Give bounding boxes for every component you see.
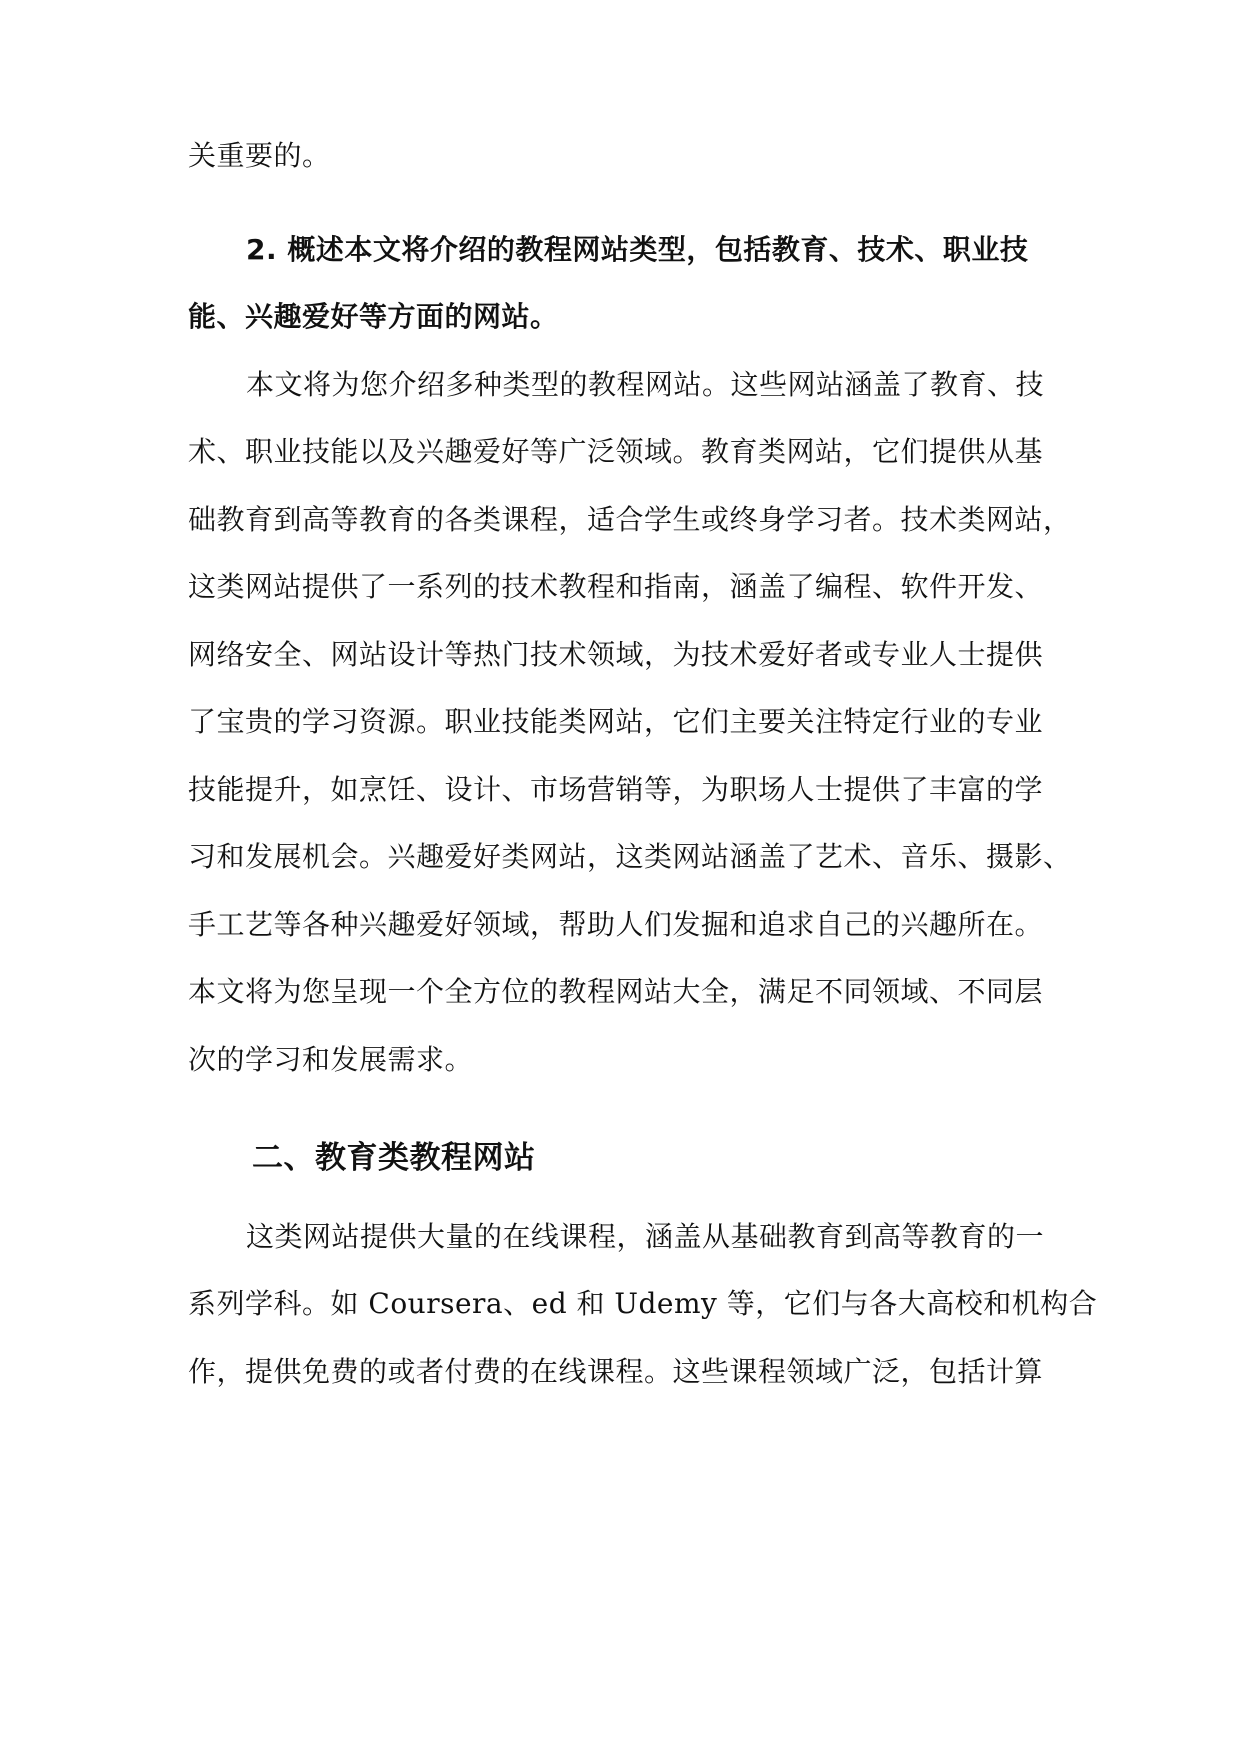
paragraph-1-line-5: 网络安全、网站设计等热门技术领域，为技术爱好者或专业人士提供 — [188, 638, 1044, 671]
section-heading: 二、教育类教程网站 — [252, 1140, 536, 1176]
carryover-line: 关重要的。 — [188, 139, 331, 172]
paragraph-2-line-2: 系列学科。如 Coursera、ed 和 Udemy 等，它们与各大高校和机构合 — [188, 1287, 1098, 1320]
paragraph-2-line-1: 这类网站提供大量的在线课程，涵盖从基础教育到高等教育的一 — [246, 1220, 1045, 1253]
paragraph-1-line-8: 习和发展机会。兴趣爱好类网站，这类网站涵盖了艺术、音乐、摄影、 — [188, 840, 1072, 873]
paragraph-1-line-9: 手工艺等各种兴趣爱好领域，帮助人们发掘和追求自己的兴趣所在。 — [188, 908, 1044, 941]
paragraph-1-line-11: 次的学习和发展需求。 — [188, 1043, 474, 1076]
paragraph-1-line-3: 础教育到高等教育的各类课程，适合学生或终身学习者。技术类网站， — [188, 503, 1072, 536]
paragraph-1-line-10: 本文将为您呈现一个全方位的教程网站大全，满足不同领域、不同层 — [188, 975, 1044, 1008]
subsection-title-line-2: 能、兴趣爱好等方面的网站。 — [188, 300, 559, 333]
paragraph-1-line-6: 了宝贵的学习资源。职业技能类网站，它们主要关注特定行业的专业 — [188, 705, 1044, 738]
paragraph-2-line-3: 作，提供免费的或者付费的在线课程。这些课程领域广泛，包括计算 — [188, 1355, 1044, 1388]
paragraph-1-line-1: 本文将为您介绍多种类型的教程网站。这些网站涵盖了教育、技 — [246, 368, 1045, 401]
paragraph-1-line-7: 技能提升，如烹饪、设计、市场营销等，为职场人士提供了丰富的学 — [188, 773, 1044, 806]
paragraph-1-line-2: 术、职业技能以及兴趣爱好等广泛领域。教育类网站，它们提供从基 — [188, 435, 1044, 468]
paragraph-1-line-4: 这类网站提供了一系列的技术教程和指南，涵盖了编程、软件开发、 — [188, 570, 1044, 603]
subsection-title-line-1: 2. 概述本文将介绍的教程网站类型，包括教育、技术、职业技 — [246, 233, 1029, 266]
